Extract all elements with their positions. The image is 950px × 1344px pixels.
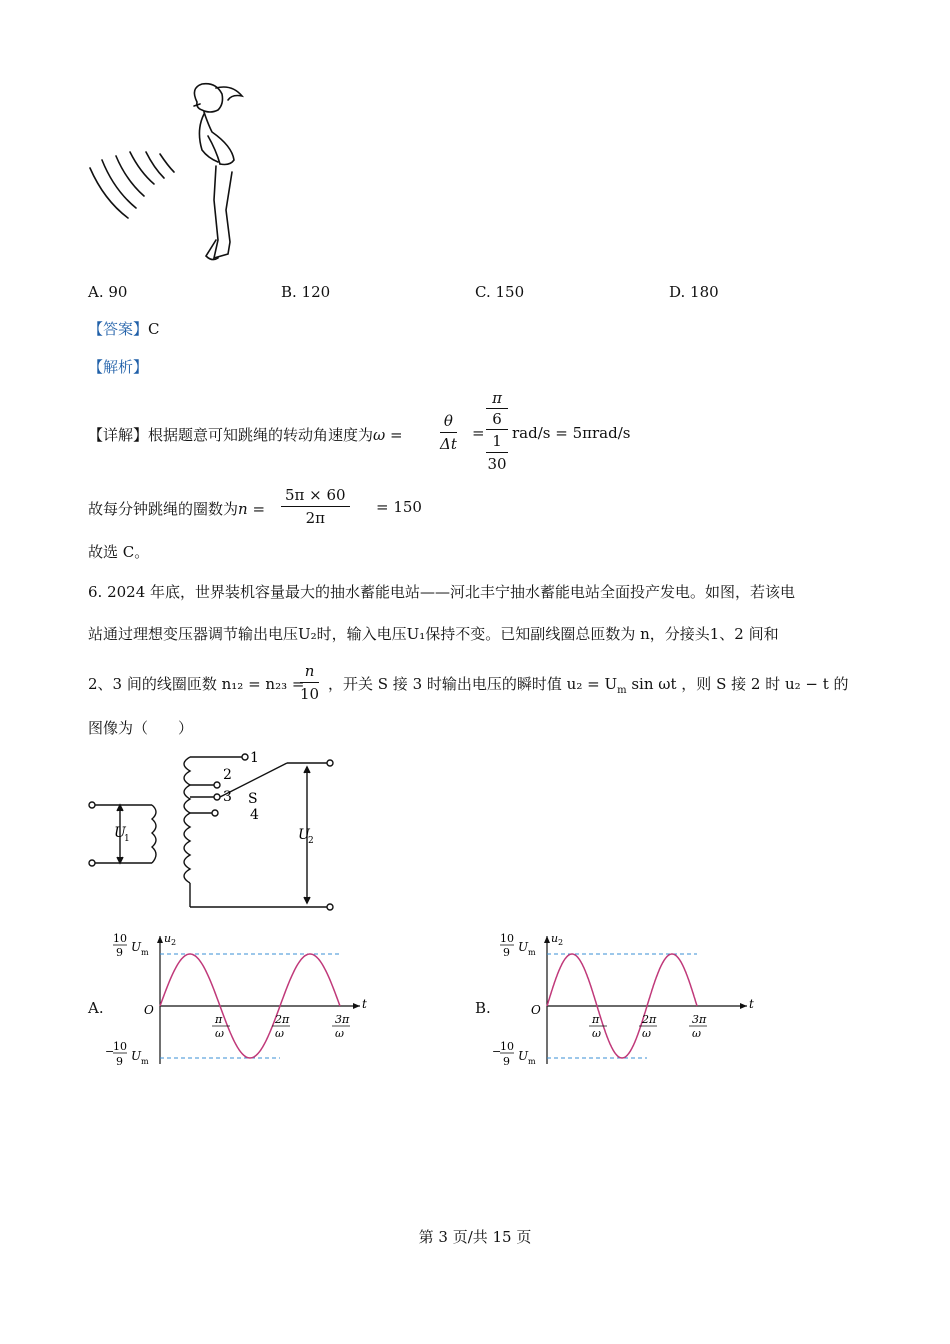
u2-label: U: [298, 827, 310, 843]
q6-frac-num: n: [300, 660, 319, 683]
compound-fraction: [486, 388, 508, 475]
tap-4: 4: [250, 807, 259, 823]
t-arrow: [740, 1003, 747, 1009]
min-den: 9: [116, 1055, 123, 1068]
count-fraction: [281, 484, 350, 529]
graph-b-label: B.: [475, 999, 491, 1017]
detail-text: 根据题意可知跳绳的转动角速度为: [148, 426, 374, 444]
tick-num: π: [215, 1013, 223, 1026]
q6-line3-b: ，开关 S 接 3 时输出电压的瞬时值 u₂ = U: [328, 675, 618, 693]
theta: θ: [440, 410, 457, 433]
option-a: A. 90: [88, 283, 128, 301]
tap-3: 3: [223, 789, 232, 805]
u-arrow: [157, 936, 163, 943]
q6-line1: 6. 2024 年底，世界装机容量最大的抽水蓄能电站——河北丰宁抽水蓄能电站全面投产发电。如图，若该电: [88, 583, 796, 601]
min-um: U: [131, 1049, 142, 1063]
origin-label: O: [531, 1003, 541, 1017]
u-axis-label: u: [551, 932, 559, 945]
min-um-sub: m: [141, 1057, 149, 1066]
six-den: 6: [486, 408, 508, 429]
jump-rope-figure: [82, 80, 272, 270]
max-den: 9: [503, 946, 510, 959]
choose-line: 故选 C。: [88, 543, 150, 561]
transformer-circuit: [82, 745, 352, 920]
q6-line3-d: sin ωt ，则 S 接 2 时 u₂ − t 的: [626, 675, 849, 693]
u1-sub: 1: [124, 834, 130, 844]
answer-tag: 【答案】: [88, 320, 149, 338]
tick-den: ω: [592, 1027, 601, 1040]
delta-t: Δt: [440, 435, 457, 453]
tick-den: ω: [275, 1027, 284, 1040]
tap-1: 1: [250, 750, 259, 766]
max-um-sub: m: [141, 948, 149, 957]
analysis-line: [88, 356, 148, 377]
q6-line3-a: 2、3 间的线圈匝数 n₁₂ = n₂₃ =: [88, 675, 305, 693]
count-den: 2π: [305, 509, 325, 527]
graph-a: [105, 928, 375, 1078]
max-den: 9: [116, 946, 123, 959]
graph-a-label: A.: [88, 999, 104, 1017]
detail-tag: 【详解】: [88, 426, 149, 444]
count-result: = 150: [376, 498, 422, 516]
tick-num: π: [592, 1013, 600, 1026]
answer-value: C: [148, 320, 160, 338]
q6-frac-den: 10: [300, 685, 320, 703]
count-num: 5π × 60: [281, 484, 350, 507]
max-um: U: [518, 940, 529, 954]
option-b: B. 120: [281, 283, 331, 301]
max-um: U: [131, 940, 142, 954]
count-text: 故每分钟跳绳的圈数为: [88, 500, 239, 518]
option-d: D. 180: [669, 283, 719, 301]
q6-line4: 图像为（ ）: [88, 719, 194, 737]
tick-num: 3π: [692, 1013, 707, 1026]
u-arrow: [544, 936, 550, 943]
tick-den: ω: [692, 1027, 701, 1040]
min-minus: −: [492, 1045, 502, 1058]
tick-num: 2π: [642, 1013, 657, 1026]
tick-num: 3π: [335, 1013, 350, 1026]
tick-den: ω: [335, 1027, 344, 1040]
option-c: C. 150: [475, 283, 525, 301]
u-axis-label: u: [164, 932, 172, 945]
thirty-den: 30: [486, 452, 508, 475]
omega-eq: ω =: [373, 426, 403, 444]
page-footer: 第 3 页/共 15 页: [418, 1228, 532, 1246]
min-um-sub: m: [528, 1057, 536, 1066]
t-arrow: [353, 1003, 360, 1009]
answer-line: [88, 318, 160, 339]
one-num: 1: [486, 429, 508, 452]
u1-label: U: [114, 825, 126, 841]
max-num: 10: [500, 932, 514, 945]
q6-line2: 站通过理想变压器调节输出电压U₂时，输入电压U₁保持不变。已知副线圈总匝数为 n，分接头1、2 间和: [88, 625, 779, 643]
min-num: 10: [500, 1040, 514, 1053]
u2-sub: 2: [308, 836, 314, 846]
min-den: 9: [503, 1055, 510, 1068]
tick-den: ω: [215, 1027, 224, 1040]
q6-line3-sub: m: [617, 685, 627, 696]
t-axis-label: t: [749, 997, 754, 1011]
min-num: 10: [113, 1040, 127, 1053]
q6-frac: [300, 660, 319, 705]
max-um-sub: m: [528, 948, 536, 957]
t-axis-label: t: [362, 997, 367, 1011]
tap-2: 2: [223, 767, 232, 783]
graph-b: [492, 928, 762, 1078]
u-axis-sub: 2: [171, 938, 177, 947]
pi-num: π: [492, 389, 502, 407]
min-um: U: [518, 1049, 529, 1063]
switch-label: S: [248, 791, 258, 807]
analysis-tag: 【解析】: [88, 358, 149, 376]
max-num: 10: [113, 932, 127, 945]
u-axis-sub: 2: [558, 938, 564, 947]
theta-over-dt: [440, 410, 457, 455]
n-eq: n =: [238, 500, 266, 518]
detail-result: rad/s = 5πrad/s: [512, 424, 631, 442]
tick-num: 2π: [275, 1013, 290, 1026]
origin-label: O: [144, 1003, 154, 1017]
min-minus: −: [105, 1045, 115, 1058]
tick-den: ω: [642, 1027, 651, 1040]
